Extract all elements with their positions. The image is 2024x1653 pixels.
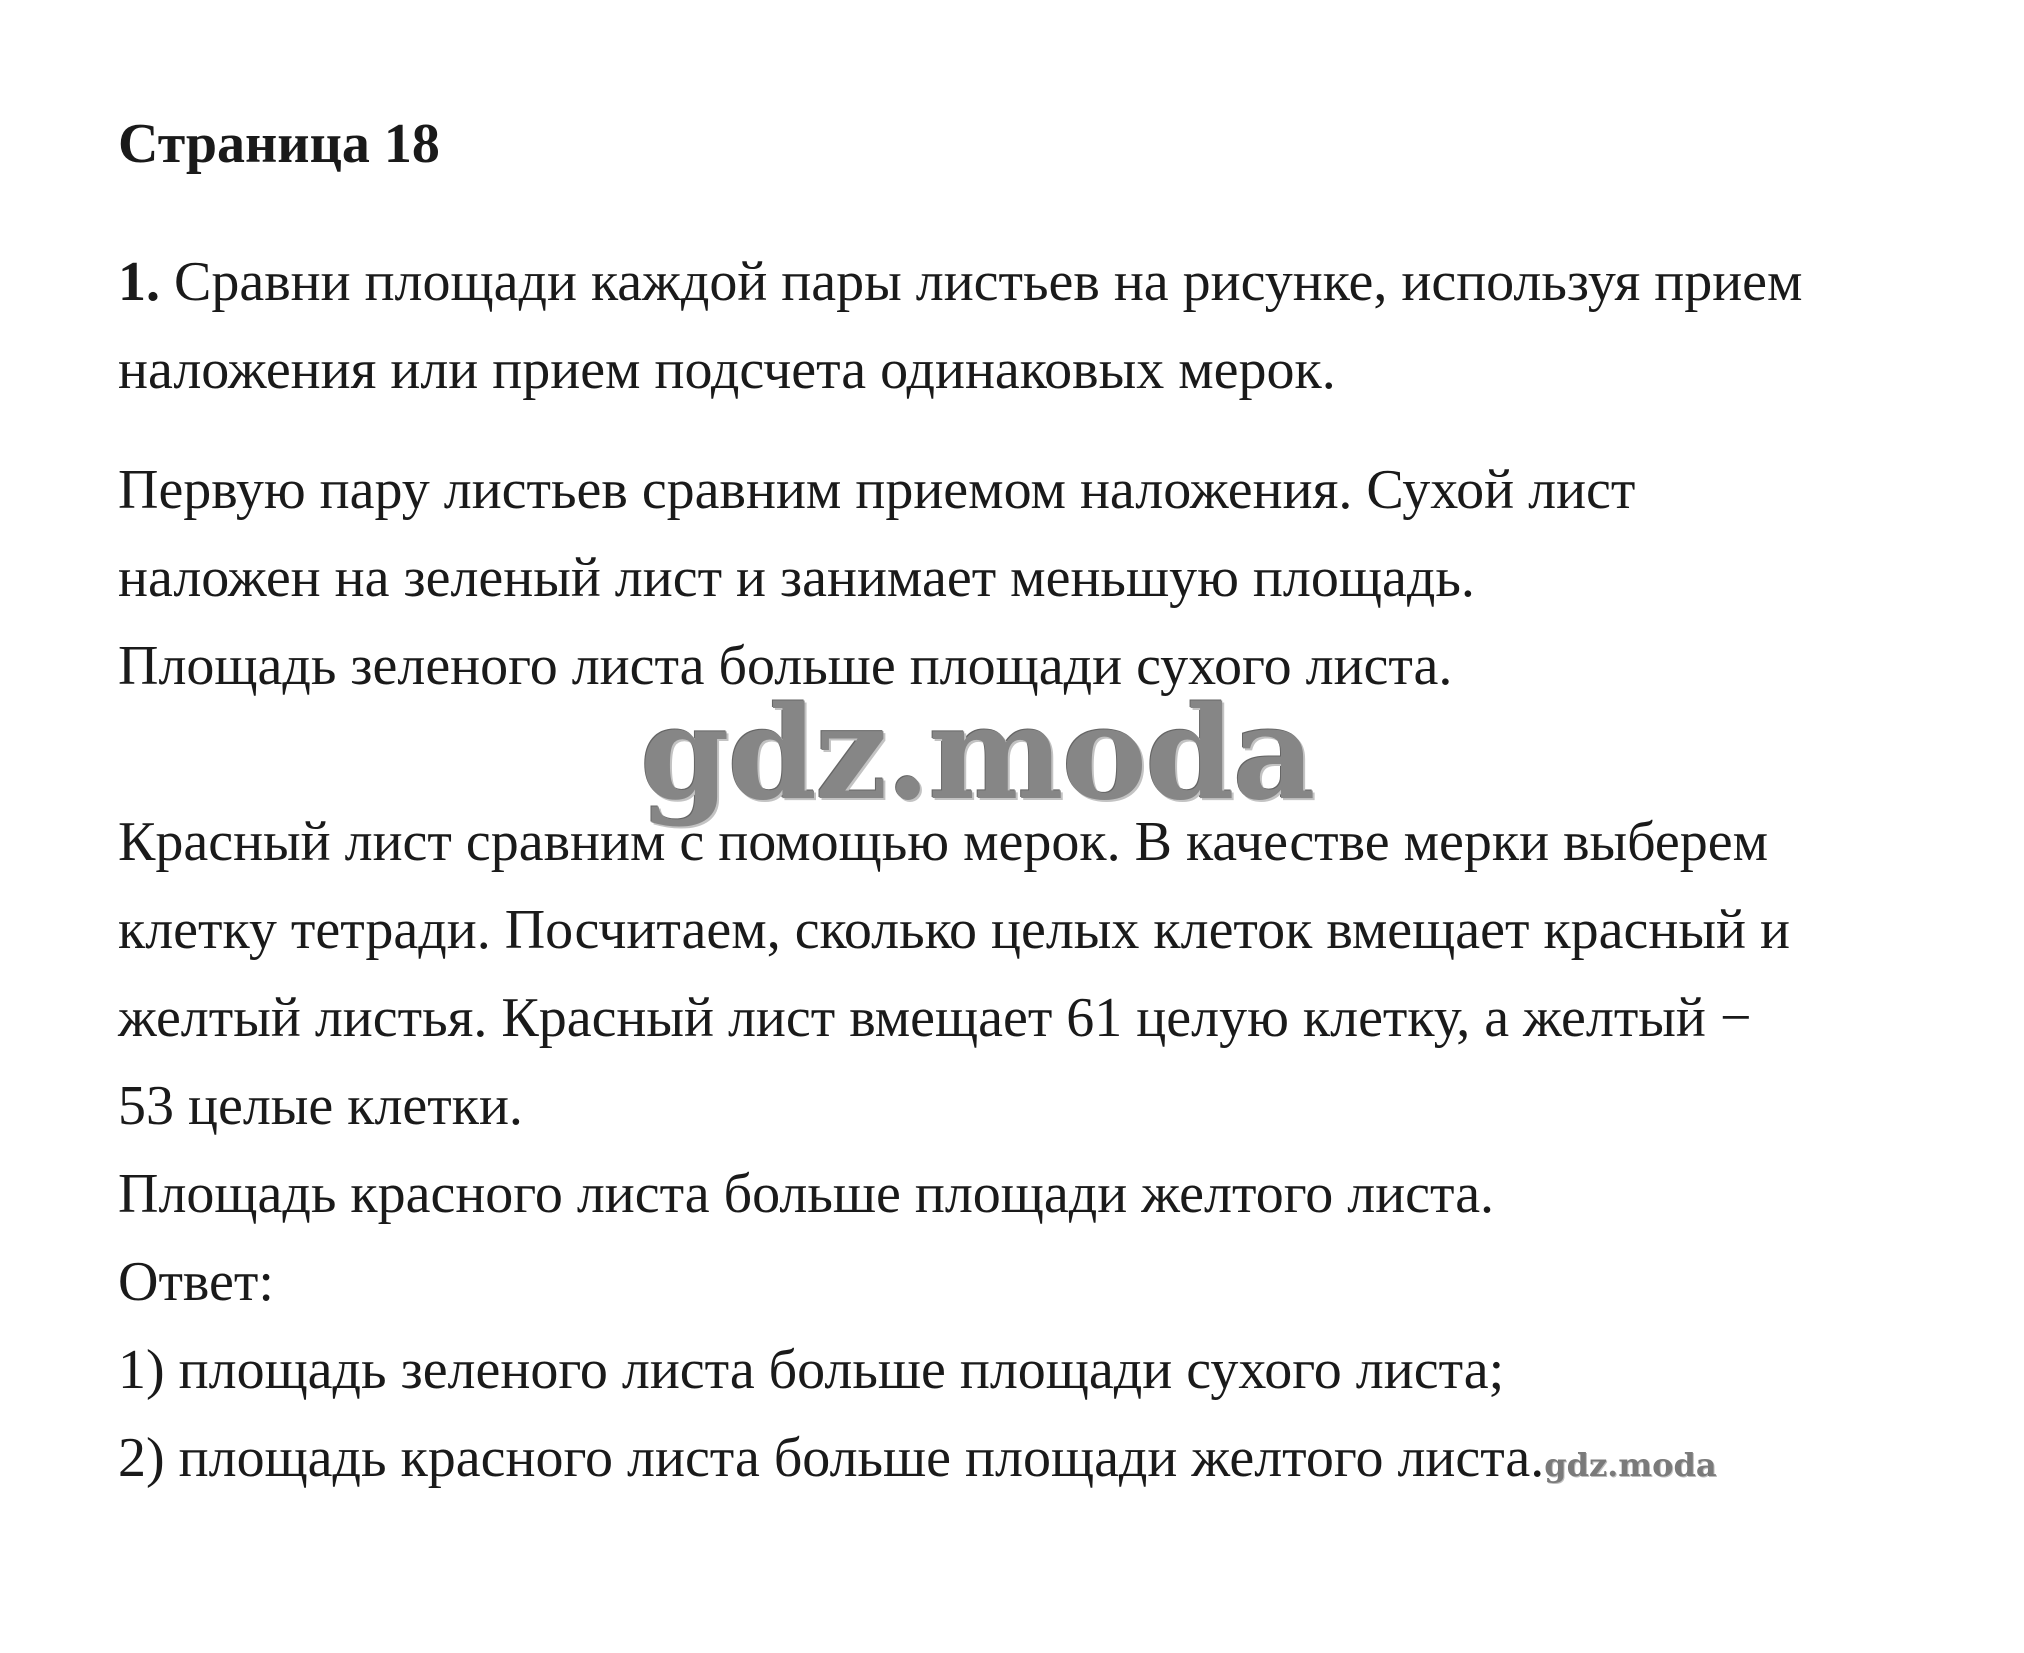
paragraph2-line-3: желтый листья. Красный лист вмещает 61 целую клетку, а желтый −: [118, 987, 1752, 1049]
paragraph1-line-2: наложен на зеленый лист и занимает меньшую площадь.: [118, 547, 1475, 609]
answer-item-1: 1) площадь зеленого листа больше площади сухого листа;: [118, 1339, 1505, 1401]
task-line-2: наложения или прием подсчета одинаковых мерок.: [118, 339, 1336, 401]
answer-item-2-line: [118, 1426, 1717, 1497]
answer-item-2: 2) площадь красного листа больше площади желтого листа.: [118, 1427, 1545, 1489]
watermark-logo: gdz.moda: [640, 679, 1314, 829]
task-text-1: Сравни площади каждой пары листьев на рисунке, используя прием: [160, 251, 1803, 313]
paragraph2-line-5: Площадь красного листа больше площади желтого листа.: [118, 1163, 1495, 1225]
paragraph1-line-3: Площадь зеленого листа больше площади сухого листа.: [118, 635, 1453, 697]
page-title: Страница 18: [118, 113, 440, 175]
paragraph2-line-4: 53 целые клетки.: [118, 1075, 523, 1137]
answer-label: Ответ:: [118, 1251, 274, 1313]
paragraph2-line-1: Красный лист сравним с помощью мерок. В качестве мерки выберем: [118, 811, 1769, 873]
task-line-1: [118, 250, 1802, 314]
watermark-small-logo: gdz.moda: [1544, 1446, 1717, 1484]
paragraph1-line-1: Первую пару листьев сравним приемом наложения. Сухой лист: [118, 459, 1636, 521]
paragraph2-line-2: клетку тетради. Посчитаем, сколько целых клеток вмещает красный и: [118, 899, 1790, 961]
task-number: 1.: [118, 251, 160, 313]
